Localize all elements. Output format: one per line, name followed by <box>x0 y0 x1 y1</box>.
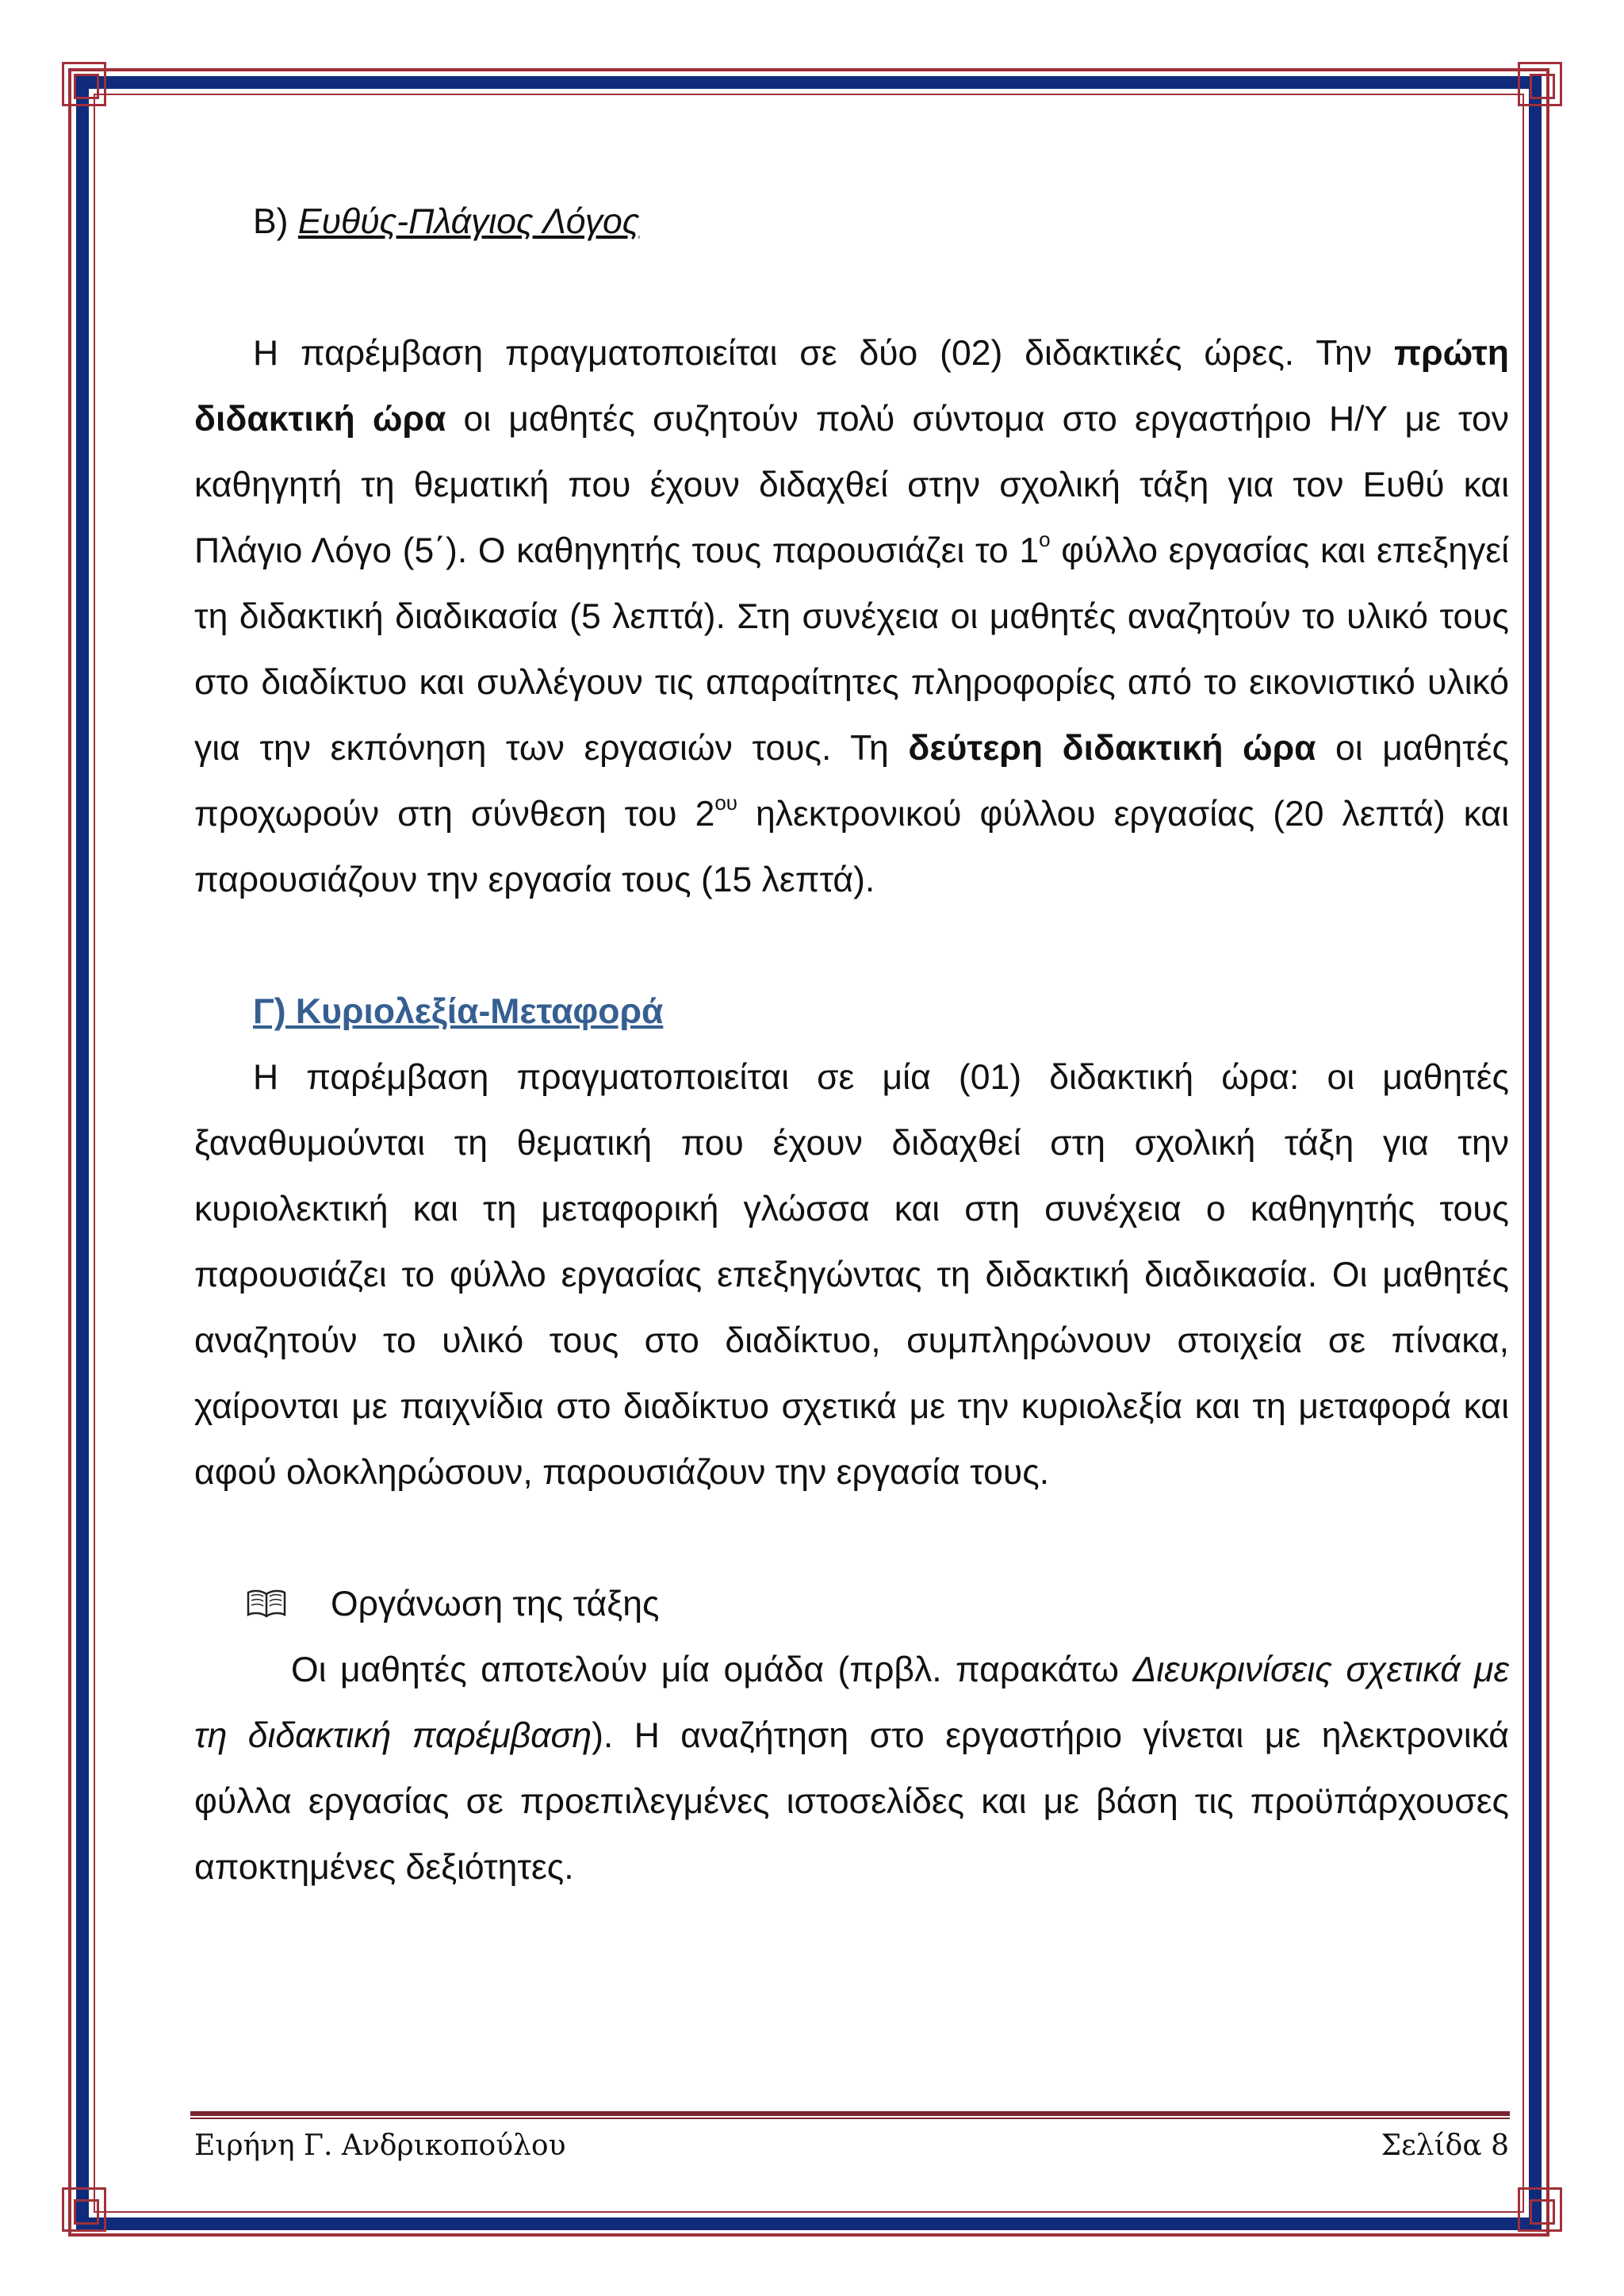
spacer <box>194 913 1509 979</box>
organization-heading <box>194 1571 1509 1637</box>
open-book-icon <box>247 1573 286 1602</box>
spacer <box>194 1505 1509 1571</box>
spacer <box>194 255 1509 320</box>
text-run: ). Η αναζήτηση στο εργαστήριο γίνεται με ηλεκτρονικά φύλλα εργασίας σε προεπιλεγμένες ιστοσελίδες και με βάση τις προϋπάρχουσες αποκτημένες δεξιότητες. <box>194 1716 1510 1887</box>
text-run: οι μαθητές συζητούν πολύ σύντομα στο εργαστήριο Η/Υ με τον καθηγητή τη θεματική που έχουν διδαχθεί στην σχολική τάξη για τον Ευθύ και Πλάγιο Λόγο (5΄). Ο καθηγητής τους παρουσιάζει το 1 <box>194 400 1509 570</box>
frame-corner-ornament <box>62 62 106 106</box>
bold-text: πρώτη διδακτική ώρα <box>194 334 1509 439</box>
footer-page-number: Σελίδα 8 <box>1381 2129 1509 2162</box>
text-run: φύλλο εργασίας και επεξηγεί τη διδακτική διαδικασία (5 λεπτά). Στη συνέχεια οι μαθητές αναζητούν το υλικό τους στο διαδίκτυο και συλλέγουν τις απαραίτητες πληροφορίες από το εικονιστικό υλικό για την εκπόνηση των εργασιών τους. Τη <box>194 531 1509 768</box>
section-g-heading: Γ) Κυριολεξία-Μεταφορά <box>253 992 664 1031</box>
italic-text: Διευκρινίσεις σχετικά με τη διδακτική παρέμβαση <box>194 1650 1509 1755</box>
section-b-paragraph <box>194 320 1509 913</box>
organization-paragraph <box>194 1637 1509 1900</box>
footer-rule <box>190 2111 1510 2119</box>
page-content <box>194 189 1509 1900</box>
text-run: οι μαθητές προχωρούν στη σύνθεση του 2 <box>194 729 1509 834</box>
frame-corner-ornament <box>1518 2187 1562 2232</box>
bold-text: δεύτερη διδακτική ώρα <box>908 729 1316 768</box>
text-run: ηλεκτρονικού φύλλου εργασίας (20 λεπτά) και παρουσιάζουν την εργασία τους (15 λεπτά). <box>194 795 1509 899</box>
text-run: Η παρέμβαση πραγματοποιείται σε δύο (02) διδακτικές ώρες. Την <box>253 334 1394 373</box>
section-b-prefix: Β) <box>253 202 298 241</box>
frame-corner-ornament <box>62 2187 106 2232</box>
superscript: ου <box>714 791 738 815</box>
text-run: Οι μαθητές αποτελούν μία ομάδα (πρβλ. παρακάτω <box>291 1650 1133 1689</box>
organization-heading-text: Οργάνωση της τάξης <box>331 1585 660 1623</box>
superscript: ο <box>1039 527 1051 551</box>
section-b-title: Ευθύς-Πλάγιος Λόγος <box>297 202 640 241</box>
frame-corner-ornament <box>1518 62 1562 106</box>
section-g-paragraph: Η παρέμβαση πραγματοποιείται σε μία (01) διδακτική ώρα: οι μαθητές ξαναθυμούνται τη θεματική που έχουν διδαχθεί στη σχολική τάξη για την κυριολεκτική και τη μεταφορική γλώσσα και στη συνέχεια ο καθηγητής τους παρουσιάζει το φύλλο εργασίας επεξηγώντας τη διδακτική διαδικασία. Οι μαθητές αναζητούν το υλικό τους στο διαδίκτυο, συμπληρώνουν στοιχεία σε πίνακα, χαίρονται με παιχνίδια στο διαδίκτυο σχετικά με την κυριολεξία και τη μεταφορά και αφού ολοκληρώσουν, παρουσιάζουν την εργασία τους. <box>194 1058 1509 1492</box>
footer-author: Ειρήνη Γ. Ανδρικοπούλου <box>194 2129 566 2162</box>
section-b-heading <box>194 189 1509 255</box>
